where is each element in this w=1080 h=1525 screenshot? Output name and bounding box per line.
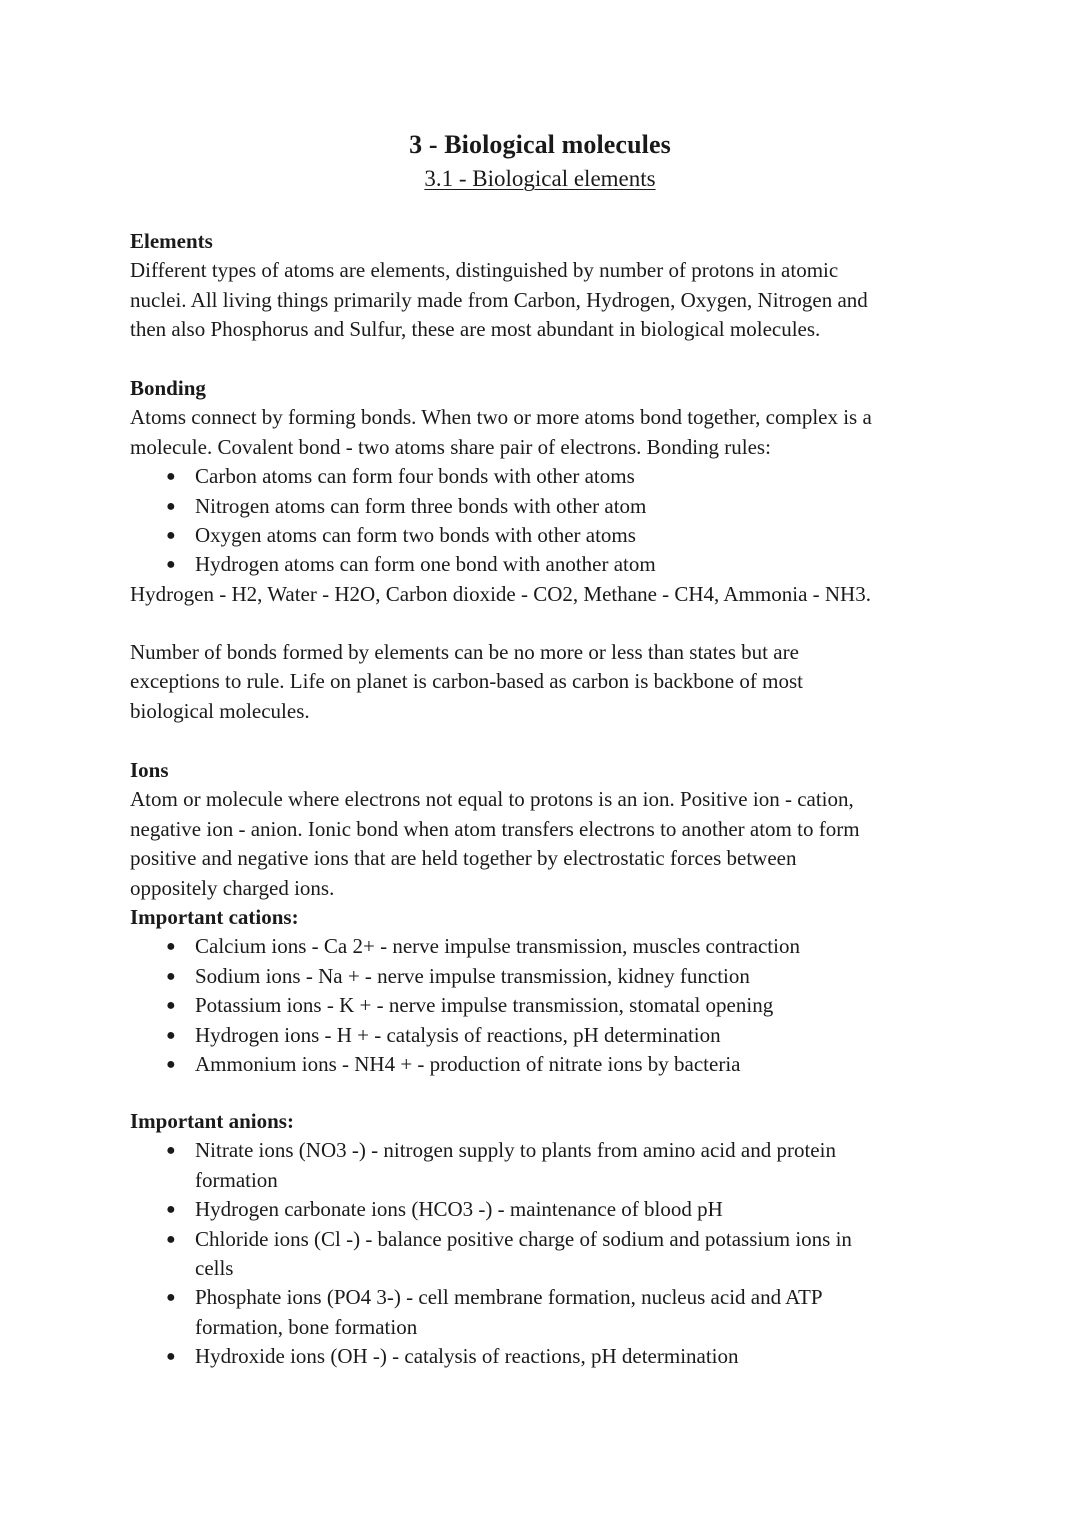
paragraph-line: positive and negative ions that are held together by electrostatic forces between	[130, 846, 797, 871]
list-item	[130, 550, 960, 579]
paragraph-line: Number of bonds formed by elements can be no more or less than states but are	[130, 640, 799, 664]
bullet-icon: ●	[166, 468, 176, 486]
paragraph-line: negative ion - anion. Ionic bond when atom transfers electrons to another atom to form	[130, 816, 860, 841]
paragraph-line: then also Phosphorus and Sulfur, these are most abundant in biological molecules.	[130, 317, 821, 342]
list-item-text: Hydrogen ions - H + - catalysis of reactions, pH determination	[195, 1022, 721, 1047]
subtitle-text: 3.1 - Biological elements	[424, 166, 656, 191]
bullet-icon: ●	[166, 556, 176, 574]
list-item-text: Oxygen atoms can form two bonds with other atoms	[195, 523, 636, 548]
anions-heading: Important anions:	[130, 1109, 294, 1133]
section-heading-elements: Elements	[130, 229, 213, 253]
list-item	[130, 492, 960, 521]
list-item-text: Hydroxide ions (OH -) - catalysis of reactions, pH determination	[195, 1344, 739, 1369]
bullet-icon: ●	[166, 938, 176, 956]
list-item-text: Hydrogen atoms can form one bond with another atom	[195, 552, 656, 577]
paragraph-line: Different types of atoms are elements, distinguished by number of protons in atomic	[130, 258, 839, 283]
list-item	[130, 1050, 960, 1079]
section-elements	[130, 227, 960, 345]
paragraph-line: Atoms connect by forming bonds. When two or more atoms bond together, complex is a	[130, 405, 872, 430]
ions-paragraph	[130, 785, 960, 903]
bullet-icon: ●	[166, 497, 176, 515]
list-item	[130, 932, 960, 961]
list-item	[130, 1283, 960, 1342]
list-item-text: formation, bone formation	[195, 1314, 418, 1339]
list-item-text: Carbon atoms can form four bonds with other atoms	[195, 464, 635, 489]
paragraph-line: Atom or molecule where electrons not equal to protons is an ion. Positive ion - cation,	[130, 787, 854, 812]
bonding-note	[130, 638, 960, 726]
list-item-text: Nitrogen atoms can form three bonds with other atom	[195, 493, 647, 518]
list-item	[130, 521, 960, 550]
anions-list	[130, 1136, 960, 1371]
paragraph-line: oppositely charged ions.	[130, 875, 335, 900]
molecule-examples: Hydrogen - H2, Water - H2O, Carbon dioxide - CO2, Methane - CH4, Ammonia - NH3.	[130, 581, 871, 606]
section-heading-bonding: Bonding	[130, 376, 206, 400]
list-item-text: cells	[195, 1256, 234, 1281]
bullet-icon: ●	[166, 1142, 176, 1160]
list-item-text: Phosphate ions (PO4 3-) - cell membrane formation, nucleus acid and ATP	[195, 1285, 823, 1310]
bonding-paragraph	[130, 403, 960, 462]
list-item	[130, 991, 960, 1020]
bonding-note-paragraph	[130, 638, 960, 726]
bullet-icon: ●	[166, 1056, 176, 1074]
section-bonding	[130, 374, 960, 609]
list-item-text: Calcium ions - Ca 2+ - nerve impulse transmission, muscles contraction	[195, 934, 800, 959]
section-ions	[130, 756, 960, 1079]
page-subtitle	[130, 163, 950, 195]
list-item	[130, 462, 960, 491]
list-item-text: Potassium ions - K + - nerve impulse transmission, stomatal opening	[195, 993, 774, 1018]
list-item	[130, 1195, 960, 1224]
bullet-icon: ●	[166, 1026, 176, 1044]
list-item-text: Chloride ions (Cl -) - balance positive charge of sodium and potassium ions in	[195, 1226, 852, 1251]
bullet-icon: ●	[166, 1230, 176, 1248]
bullet-icon: ●	[166, 527, 176, 545]
section-heading-ions: Ions	[130, 758, 169, 782]
paragraph-line: nuclei. All living things primarily made from Carbon, Hydrogen, Oxygen, Nitrogen and	[130, 287, 868, 312]
paragraph-line: exceptions to rule. Life on planet is carbon-based as carbon is backbone of most	[130, 669, 803, 694]
bullet-icon: ●	[166, 1348, 176, 1366]
list-item-text: Hydrogen carbonate ions (HCO3 -) - maintenance of blood pH	[195, 1197, 723, 1222]
list-item	[130, 1225, 960, 1284]
bullet-icon: ●	[166, 1201, 176, 1219]
list-item-text: Ammonium ions - NH4 + - production of nitrate ions by bacteria	[195, 1052, 741, 1077]
list-item	[130, 1342, 960, 1371]
page-title: 3 - Biological molecules	[409, 130, 671, 159]
cations-list	[130, 932, 960, 1079]
list-item	[130, 1136, 960, 1195]
list-item-text: Sodium ions - Na + - nerve impulse transmission, kidney function	[195, 963, 750, 988]
bullet-icon: ●	[166, 1289, 176, 1307]
paragraph-line: molecule. Covalent bond - two atoms share pair of electrons. Bonding rules:	[130, 434, 771, 459]
paragraph-line: biological molecules.	[130, 698, 310, 723]
bonding-rules-list	[130, 462, 960, 580]
cations-heading: Important cations:	[130, 905, 299, 930]
section-anions	[130, 1107, 960, 1372]
list-item-text: formation	[195, 1167, 278, 1192]
list-item	[130, 962, 960, 991]
bullet-icon: ●	[166, 967, 176, 985]
list-item-text: Nitrate ions (NO3 -) - nitrogen supply to plants from amino acid and protein	[195, 1138, 836, 1163]
bullet-icon: ●	[166, 997, 176, 1015]
list-item	[130, 1021, 960, 1050]
elements-paragraph	[130, 256, 960, 344]
